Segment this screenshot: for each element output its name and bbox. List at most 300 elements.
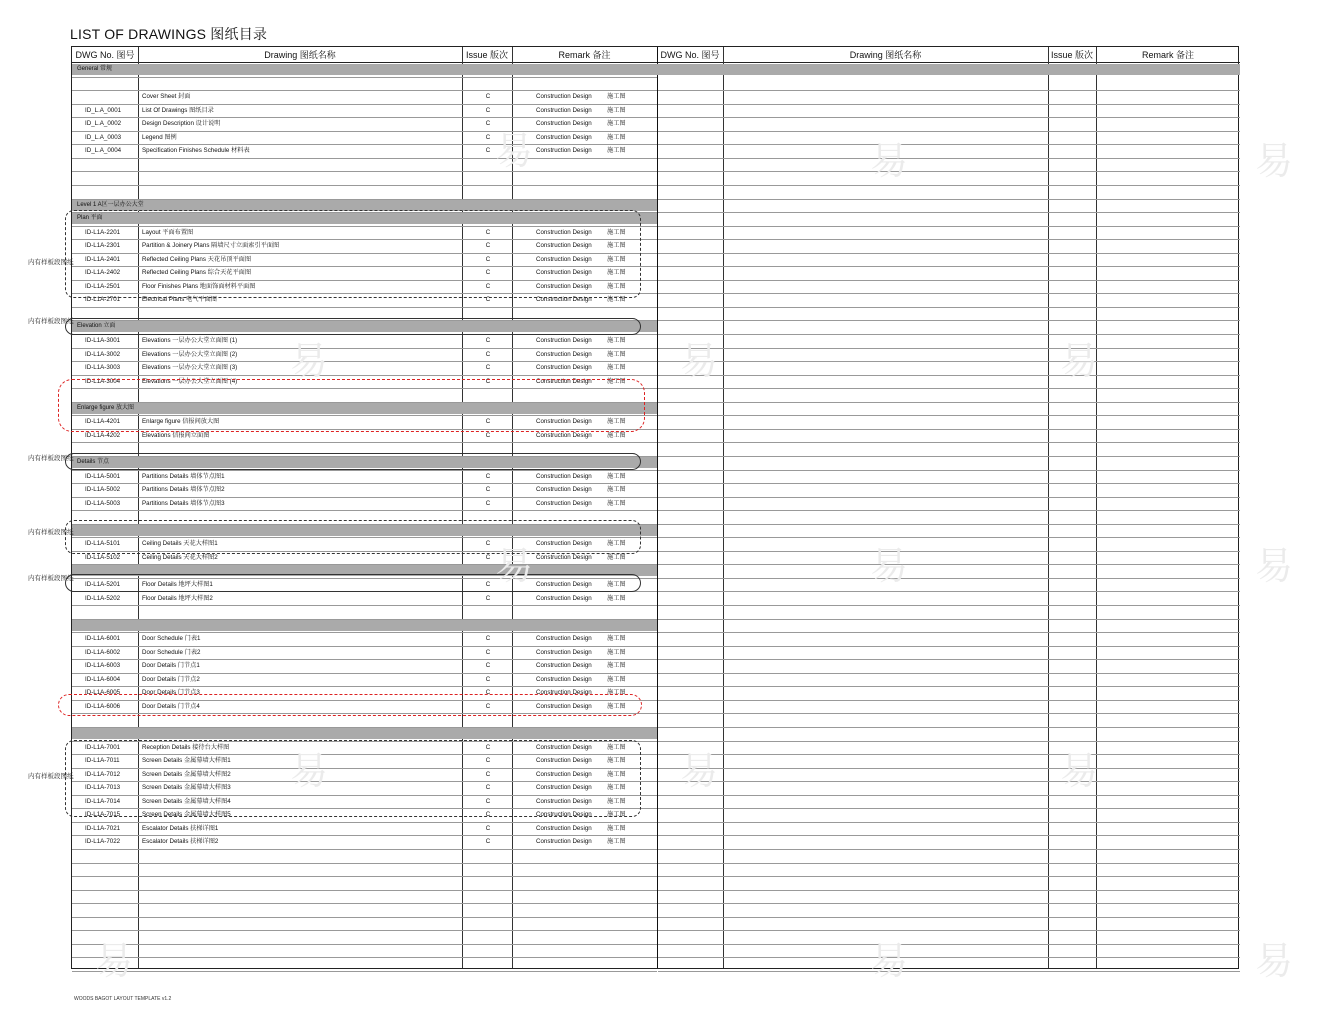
row-line [72,673,657,674]
row-line [72,686,657,687]
drawing-name: Elevations 一层办公大堂立面图 (3) [142,364,238,372]
row-line [72,632,657,633]
row-line [658,415,1240,416]
template-bracket [65,520,641,554]
remark-cn: 施工图 [607,811,626,819]
dwg-number: ID-L1A-2501 [85,282,121,290]
issue-code: C [485,594,491,602]
revision-cloud [58,379,645,432]
template-bracket [65,453,641,470]
watermark: 易 [870,546,909,588]
watermark: 易 [290,751,329,793]
section-label: General 常规 [77,66,113,72]
dwg-number: ID-L1A-6002 [85,648,121,656]
row-line [72,930,657,931]
row-line [658,619,1240,620]
watermark: 易 [1255,941,1294,983]
remark-cn: 施工图 [607,675,626,683]
remark-cn: 施工图 [607,269,626,277]
row-line [658,659,1240,660]
table-row [72,824,657,835]
issue-code: C [485,540,491,548]
drawing-list-table [71,46,1239,969]
row-line [658,564,1240,565]
table-row [72,661,657,672]
header-remark-right: Remark 备注 [1096,47,1240,63]
issue-code: C [485,811,491,819]
issue-code: C [485,784,491,792]
table-row [72,92,657,103]
drawing-name: Door Schedule 门表1 [142,635,201,643]
remark-cn: 施工图 [607,377,626,385]
row-line [658,537,1240,538]
row-line [72,158,657,159]
row-line [658,199,1240,200]
drawing-name: Door Details 门节点2 [142,675,200,683]
dwg-number: ID-L1A-5202 [85,594,121,602]
issue-code: C [485,418,491,426]
row-line [658,429,1240,430]
remark-en: Construction Design [536,377,592,385]
row-line [658,293,1240,294]
side-note: 内有样板段图纸 [28,259,74,266]
row-line [658,402,1240,403]
dwg-number: ID-L1A-3001 [85,337,121,344]
remark-en: Construction Design [536,540,592,548]
row-line [658,917,1240,918]
issue-code: C [485,553,491,561]
issue-code: C [485,689,491,697]
row-line [72,849,657,850]
issue-code: C [485,431,491,439]
dwg-number: ID-L1A-5003 [85,499,121,507]
remark-cn: 施工图 [607,540,626,548]
watermark: 易 [1060,751,1099,793]
issue-code: C [485,757,491,765]
dwg-number: ID-L1A-2701 [85,296,121,304]
row-line [658,971,1240,972]
section-label: Plan 平面 [77,215,103,222]
table-row [72,106,657,117]
remark-cn: 施工图 [607,770,626,778]
dwg-number: ID-L1A-5002 [85,486,121,494]
row-line [658,863,1240,864]
row-line [72,361,657,362]
drawing-name: Design Description 设计说明 [142,120,221,128]
template-bracket [65,574,641,592]
row-line [72,104,657,105]
watermark: 易 [870,941,909,983]
dwg-number: ID-L1A-5101 [85,540,121,548]
drawing-name: Door Details 门节点4 [142,702,200,710]
row-line [658,212,1240,213]
issue-code: C [485,635,491,643]
dwg-number: ID-L1A-7015 [85,811,121,819]
remark-cn: 施工图 [607,702,626,710]
remark-cn: 施工图 [607,133,626,141]
remark-en: Construction Design [536,228,592,236]
drawing-name: Cover Sheet 封面 [142,93,191,101]
remark-en: Construction Design [536,784,592,792]
issue-code: C [485,228,491,236]
drawing-name: Elevations 一层办公大堂立面图 (4) [142,377,238,385]
remark-en: Construction Design [536,757,592,765]
dwg-number: ID-L1A-6004 [85,675,121,683]
remark-en: Construction Design [536,350,592,358]
row-line [658,375,1240,376]
drawing-name: Enlarge figure 信报间放大图 [142,418,220,426]
dwg-number: ID-L1A-6003 [85,662,121,670]
remark-en: Construction Design [536,364,592,372]
row-line [72,822,657,823]
issue-code: C [485,282,491,290]
row-line [658,171,1240,172]
row-line [658,253,1240,254]
side-note: 内有样板段图纸 [28,318,74,325]
row-line [658,117,1240,118]
remark-en: Construction Design [536,553,592,561]
header-drawing-right: Drawing 图纸名称 [723,47,1048,63]
row-line [658,266,1240,267]
dwg-number [85,92,140,102]
remark-en: Construction Design [536,255,592,263]
row-line [72,185,657,186]
remark-cn: 施工图 [607,743,626,751]
row-line [658,795,1240,796]
dwg-number: ID_L.A_0002 [85,120,122,128]
header-dwg-left: DWG No. 图号 [72,47,138,63]
table-row [72,648,657,659]
remark-cn: 施工图 [607,418,626,426]
dwg-number: ID-L1A-7012 [85,770,121,778]
issue-code: C [485,580,491,588]
table-row [72,350,657,361]
remark-en: Construction Design [536,811,592,819]
row-line [72,348,657,349]
section-band [72,64,1240,75]
template-footer: WOODS BAGOT LAYOUT TEMPLATE v1.2 [74,996,172,1002]
remark-en: Construction Design [536,133,592,141]
drawing-name: Screen Details 金属幕墙大样图1 [142,757,231,765]
row-line [72,90,657,91]
row-line [72,483,657,484]
remark-en: Construction Design [536,242,592,250]
issue-code: C [485,242,491,250]
remark-en: Construction Design [536,689,592,697]
row-line [658,185,1240,186]
dwg-number: ID-L1A-5201 [85,580,121,588]
row-line [658,876,1240,877]
remark-cn: 施工图 [607,635,626,643]
row-line [658,591,1240,592]
remark-en: Construction Design [536,486,592,494]
dwg-number: ID-L1A-4201 [85,418,121,426]
header-issue-right: Issue 版次 [1048,47,1096,63]
remark-cn: 施工图 [607,757,626,765]
row-line [658,361,1240,362]
drawing-name: Legend 图例 [142,133,177,141]
row-line [72,876,657,877]
row-line [658,131,1240,132]
issue-code: C [485,147,491,155]
template-bracket [65,318,641,335]
issue-code: C [485,824,491,832]
dwg-number: ID-L1A-2301 [85,242,121,250]
drawing-name: Floor Finishes Plans 地面饰面材料平面图 [142,282,256,290]
dwg-number: ID-L1A-2201 [85,228,121,236]
dwg-number: ID-L1A-7013 [85,784,121,792]
row-line [658,578,1240,579]
dwg-number: ID-L1A-3002 [85,350,121,358]
remark-cn: 施工图 [607,662,626,670]
remark-en: Construction Design [536,594,592,602]
watermark: 易 [290,341,329,383]
table-row [72,472,657,483]
row-line [72,971,657,972]
remark-en: Construction Design [536,675,592,683]
table-row [72,553,657,564]
row-line [658,930,1240,931]
dwg-number: ID-L1A-6006 [85,702,121,710]
row-line [658,524,1240,525]
row-line [658,646,1240,647]
row-line [72,307,657,308]
table-row [72,431,657,442]
remark-cn: 施工图 [607,147,626,155]
watermark: 易 [95,941,134,983]
row-line [658,944,1240,945]
issue-code: C [485,702,491,710]
drawing-name: Screen Details 金属幕墙大样图3 [142,784,231,792]
row-line [72,131,657,132]
dwg-number: ID-L1A-7001 [85,743,121,751]
dwg-number: ID-L1A-2401 [85,255,121,263]
row-line [658,605,1240,606]
remark-cn: 施工图 [607,838,626,846]
row-line [72,659,657,660]
remark-en: Construction Design [536,797,592,805]
row-line [658,713,1240,714]
drawing-name: List Of Drawings 图纸目录 [142,106,214,114]
row-line [658,442,1240,443]
row-line [72,497,657,498]
row-line [658,456,1240,457]
watermark: 易 [495,546,534,588]
dwg-number: ID_L.A_0004 [85,147,122,155]
row-line [658,158,1240,159]
row-line [658,673,1240,674]
remark-en: Construction Design [536,431,592,439]
table-row [72,594,657,605]
remark-cn: 施工图 [607,337,626,344]
issue-code: C [485,770,491,778]
dwg-number: ID-L1A-7014 [85,797,121,805]
row-line [72,77,657,78]
remark-en: Construction Design [536,662,592,670]
remark-en: Construction Design [536,93,592,101]
issue-code: C [485,472,491,480]
issue-code: C [485,648,491,656]
side-note: 内有样板段图纸 [28,773,74,780]
remark-cn: 施工图 [607,255,626,263]
table-row [72,499,657,510]
remark-cn: 施工图 [607,486,626,494]
dwg-number: ID-L1A-7011 [85,757,120,765]
table-row [72,119,657,130]
table-row [72,336,657,347]
row-line [658,632,1240,633]
remark-en: Construction Design [536,120,592,128]
row-line [658,348,1240,349]
remark-en: Construction Design [536,702,592,710]
remark-cn: 施工图 [607,797,626,805]
watermark: 易 [495,131,534,173]
issue-code: C [485,93,491,101]
remark-cn: 施工图 [607,784,626,792]
remark-en: Construction Design [536,147,592,155]
row-line [72,510,657,511]
table-row [72,837,657,848]
remark-en: Construction Design [536,282,592,290]
row-line [658,808,1240,809]
dwg-number: ID-L1A-7022 [85,838,121,846]
table-row [72,634,657,645]
row-line [658,307,1240,308]
row-line [658,470,1240,471]
watermark: 易 [680,751,719,793]
remark-en: Construction Design [536,337,592,344]
drawing-name: Ceiling Details 天花大样图1 [142,540,218,548]
section-label: Enlarge figure 放大图 [77,404,135,411]
row-line [658,768,1240,769]
remark-en: Construction Design [536,580,592,588]
issue-code: C [485,662,491,670]
row-line [72,171,657,172]
row-line [72,944,657,945]
remark-en: Construction Design [536,648,592,656]
issue-code: C [485,743,491,751]
watermark: 易 [680,341,719,383]
drawing-name: Layout 平面布置图 [142,228,194,236]
drawing-name: Floor Details 地坪大样图1 [142,580,213,588]
row-line [658,700,1240,701]
issue-code: C [485,120,491,128]
issue-code: C [485,337,491,344]
side-note: 内有样板段图纸 [28,575,74,582]
remark-en: Construction Design [536,838,592,846]
row-line [72,890,657,891]
remark-cn: 施工图 [607,228,626,236]
row-line [658,280,1240,281]
header-drawing-left: Drawing 图纸名称 [138,47,462,63]
row-line [658,510,1240,511]
row-line [72,835,657,836]
issue-code: C [485,499,491,507]
row-line [658,144,1240,145]
row-line [72,646,657,647]
drawing-name: Partitions Details 墙体节点图3 [142,499,225,507]
watermark: 易 [1255,141,1294,183]
section-label: Elevation 立面 [77,323,116,330]
remark-cn: 施工图 [607,120,626,128]
drawing-name: Screen Details 金属幕墙大样图4 [142,797,231,805]
drawing-name: Escalator Details 扶梯详图2 [142,838,219,846]
row-line [658,822,1240,823]
remark-cn: 施工图 [607,350,626,358]
issue-code: C [485,133,491,141]
drawing-name: Partitions Details 墙体节点图1 [142,472,225,480]
table-row [72,133,657,144]
dwg-number: ID_L.A_0001 [85,106,122,114]
section-label: Details 节点 [77,459,110,465]
remark-en: Construction Design [536,296,592,304]
watermark: 易 [1060,341,1099,383]
row-line [658,483,1240,484]
row-line [658,890,1240,891]
drawing-name: Door Details 门节点1 [142,662,200,670]
row-line [658,497,1240,498]
remark-en: Construction Design [536,824,592,832]
row-line [72,442,657,443]
dwg-number: ID-L1A-3003 [85,364,121,372]
remark-cn: 施工图 [607,431,626,439]
row-line [658,781,1240,782]
issue-code: C [485,675,491,683]
row-line [658,849,1240,850]
remark-cn: 施工图 [607,499,626,507]
row-line [72,957,657,958]
row-line [658,334,1240,335]
section-band [72,620,657,631]
row-line [658,239,1240,240]
drawing-name: Elevations 一层办公大堂立面图 (1) [142,337,238,344]
row-line [658,957,1240,958]
dwg-number: ID-L1A-6005 [85,689,121,697]
dwg-number: ID-L1A-5001 [85,472,121,480]
issue-code: C [485,350,491,358]
row-line [658,754,1240,755]
dwg-number: ID-L1A-6001 [85,635,121,643]
row-line [72,605,657,606]
remark-en: Construction Design [536,743,592,751]
drawing-name: Electrical Plans 电气平面图 [142,296,217,304]
remark-cn: 施工图 [607,594,626,602]
drawing-name: Door Schedule 门表2 [142,648,201,656]
row-line [658,551,1240,552]
drawing-name: Ceiling Details 天花大样图2 [142,553,218,561]
header-remark-left: Remark 备注 [512,47,657,63]
drawing-name: Elevations 一层办公大堂立面图 (2) [142,350,238,358]
remark-cn: 施工图 [607,824,626,832]
row-line [658,903,1240,904]
table-row [72,485,657,496]
dwg-number: ID-L1A-3004 [85,377,121,385]
dwg-number: ID_L.A_0003 [85,133,122,141]
section-label: Level 1 A区一层办公大堂 [77,201,144,208]
row-line [72,144,657,145]
row-line [72,903,657,904]
remark-en: Construction Design [536,106,592,114]
drawing-name: Reflected Ceiling Plans 综合天花平面图 [142,269,252,277]
remark-cn: 施工图 [607,93,626,101]
side-note: 内有样板段图纸 [28,529,74,536]
drawing-name: Partitions Details 墙体节点图2 [142,486,225,494]
remark-cn: 施工图 [607,472,626,480]
dwg-number: ID-L1A-7021 [85,824,121,832]
drawing-name: Floor Details 地坪大样图2 [142,594,213,602]
issue-code: C [485,269,491,277]
row-line [72,863,657,864]
